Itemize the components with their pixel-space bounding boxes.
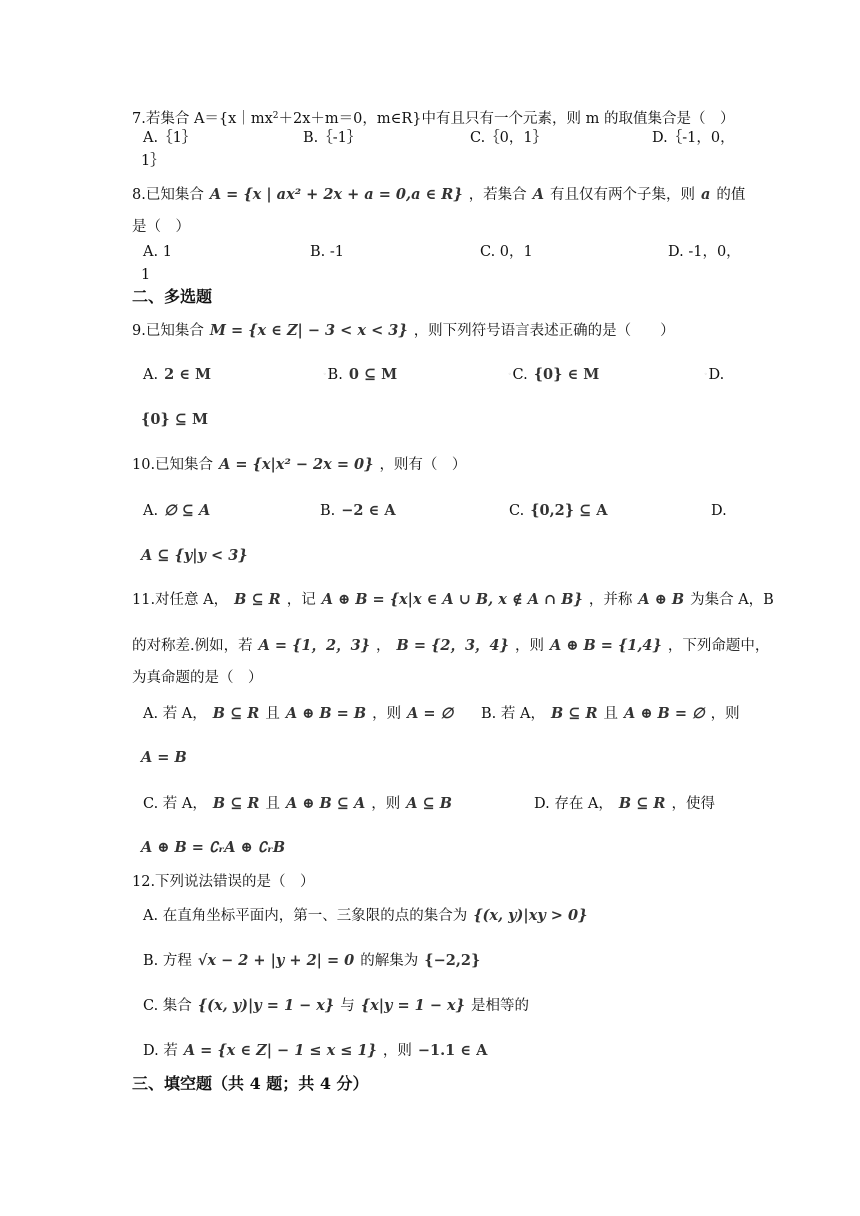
q7-option-d: D.｛-1，0，	[652, 130, 735, 146]
q10-option-b	[320, 501, 402, 521]
q11-option-a-math3: A = ∅	[407, 705, 454, 722]
q9-stem-math: M = {x ∈ Z| − 3 < x < 3}	[209, 322, 408, 339]
q11-l1-pre: 11.对任意 A，	[132, 592, 229, 608]
q8-option-d: D. -1，0，	[668, 244, 741, 260]
q11-option-b	[481, 704, 740, 724]
q7-option-a: A.｛1｝	[143, 130, 197, 146]
q11-option-a-math2: A ⊕ B = B	[285, 705, 367, 722]
q11-option-c-math2: A ⊕ B ⊆ A	[285, 795, 366, 812]
q12-option-d-pre: D. 若	[143, 1043, 178, 1059]
q11-option-d-cont	[135, 838, 291, 858]
q10-stem-math: A = {x|x² − 2x = 0}	[219, 456, 374, 473]
q12-option-b-pre: B. 方程	[143, 953, 192, 969]
q12-stem: 12.下列说法错误的是（ ）	[132, 874, 315, 890]
q11-option-a-pre: A. 若 A，	[143, 706, 207, 722]
q11-l1-t3: 为集合 A，B	[690, 592, 774, 608]
q9-option-a-math: 2 ∈ M	[164, 366, 212, 383]
q12-option-b-math: √x − 2 + |y + 2| = 0	[197, 952, 355, 969]
q12-option-c	[143, 996, 529, 1016]
bullet-dot-icon: ◦	[508, 371, 512, 378]
q11-l1-math3: A ⊕ B	[638, 591, 685, 608]
q12-option-c-t2: 是相等的	[470, 998, 529, 1014]
q10-option-b-math: −2 ∈ A	[341, 502, 396, 519]
q11-option-d-t1: ，使得	[671, 796, 715, 812]
q11-option-b-math3: A = B	[141, 749, 187, 766]
q11-l2-math2: B = {2，3，4}	[396, 637, 509, 654]
q9-option-b-label: B.	[327, 367, 343, 383]
q9-option-d-math-value: {0} ⊆ M	[141, 411, 209, 428]
q10-option-a	[143, 501, 216, 521]
q7-stem-pre: 7.若集合 A＝{x｜mx	[132, 111, 273, 127]
q11-option-c-pre: C. 若 A，	[143, 796, 207, 812]
q11-option-c-t2: ，则	[371, 796, 401, 812]
section-heading-fill-blank: 三、填空题（共 4 题；共 4 分）	[132, 1074, 369, 1093]
q11-option-b-pre: B. 若 A，	[481, 706, 545, 722]
q11-option-b-cont	[135, 748, 193, 768]
q12-option-c-pre: C. 集合	[143, 998, 192, 1014]
q8-option-b: B. -1	[310, 244, 344, 260]
q10-option-c-math: {0,2} ⊆ A	[530, 502, 608, 519]
q10-stem-pre: 10.已知集合	[132, 457, 214, 473]
q10-option-b-label: B.	[320, 503, 336, 519]
q11-option-d	[534, 794, 715, 814]
q11-option-c	[143, 794, 458, 814]
section-heading-multi-choice: 二、多选题	[132, 287, 213, 306]
q12-option-a-pre: A. 在直角坐标平面内，第一、三象限的点的集合为	[143, 908, 468, 924]
q8-stem-pre: 8.已知集合	[132, 187, 204, 203]
q9-option-d	[704, 365, 724, 385]
q11-l2-t3: ，下列命题中，	[667, 638, 770, 654]
q9-stem-pre: 9.已知集合	[132, 323, 204, 339]
q7-stem-post: ＋2x＋m＝0，m∈R}中有且只有一个元素，则 m 的取值集合是（ ）	[278, 111, 735, 127]
q9-stem-post: ，则下列符号语言表述正确的是（ ）	[413, 323, 675, 339]
q11-option-a	[143, 704, 459, 724]
q11-line1	[132, 590, 774, 610]
q11-option-b-math2: A ⊕ B = ∅	[624, 705, 705, 722]
q11-option-a-math1: B ⊆ R	[212, 705, 260, 722]
q11-l2-t2: ，则	[514, 638, 544, 654]
q8-option-d-cont: 1	[141, 267, 151, 283]
q11-option-c-math1: B ⊆ R	[212, 795, 260, 812]
bullet-dot-icon: ◦	[704, 371, 708, 378]
q7-option-c: C.｛0，1｝	[470, 130, 548, 146]
q9-option-c-math: {0} ∈ M	[533, 366, 600, 383]
q10-option-c-label: C.	[509, 503, 525, 519]
q12-option-b-t1: 的解集为	[360, 953, 419, 969]
q11-l2-pre: 的对称差.例如，若	[132, 638, 253, 654]
q9-option-d-label: D.	[708, 367, 725, 383]
q8-option-c: C. 0，1	[480, 244, 533, 260]
q11-l1-t1: ，记	[286, 592, 316, 608]
q11-option-d-math2: A ⊕ B = ∁ᵣA ⊕ ∁ᵣB	[141, 839, 286, 856]
q11-l2-t1: ，	[376, 638, 391, 654]
q9-option-b-math: 0 ⊆ M	[348, 366, 398, 383]
q10-option-d-math-value: A ⊆ {y|y < 3}	[141, 547, 248, 564]
q8-stem-math2: A	[532, 186, 544, 203]
q8-stem-post: 的值	[716, 187, 746, 203]
q11-option-b-t1: 且	[603, 706, 619, 722]
q10-option-a-math: ∅ ⊆ A	[164, 502, 211, 519]
q7-stem-sup: 2	[272, 111, 279, 121]
q8-stem-line2: 是（ ）	[132, 219, 190, 235]
q8-stem-mid2: 有且仅有两个子集，则	[549, 187, 695, 203]
q11-l1-math1: B ⊆ R	[234, 591, 281, 608]
q11-line2	[132, 636, 769, 656]
q9-option-d-math	[135, 410, 214, 430]
q10-option-d-math	[135, 546, 254, 566]
q11-option-c-math3: A ⊆ B	[406, 795, 452, 812]
q11-option-c-t1: 且	[265, 796, 280, 812]
bullet-dot-icon: ◦	[323, 371, 327, 378]
q12-option-c-math: {(x, y)|y = 1 − x}	[197, 997, 335, 1014]
q12-option-d-t1: ，则	[382, 1043, 412, 1059]
q10-option-d: D.	[711, 503, 727, 519]
q11-l2-math3: A ⊕ B = {1,4}	[549, 637, 662, 654]
q12-option-a	[143, 906, 593, 926]
q9-stem	[132, 321, 675, 341]
q8-stem-math3: a	[700, 186, 711, 203]
q10-option-c	[509, 501, 614, 521]
q9-option-a-label: A.	[143, 367, 159, 383]
q12-option-d	[143, 1041, 493, 1061]
q11-line3: 为真命题的是（ ）	[132, 670, 263, 686]
q8-stem-math: A = {x | ax² + 2x + a = 0,a ∈ R}	[209, 186, 463, 203]
q11-option-a-t2: ，则	[372, 706, 402, 722]
q11-l1-t2: ，并称	[588, 592, 633, 608]
q10-option-a-label: A.	[143, 503, 159, 519]
q12-option-b-math2: {−2,2}	[424, 952, 481, 969]
q11-option-a-t1: 且	[265, 706, 280, 722]
q7-option-d-cont: 1｝	[141, 153, 165, 169]
q7-option-b: B.｛-1｝	[303, 130, 362, 146]
q12-option-c-math2: {x|y = 1 − x}	[360, 997, 465, 1014]
q11-option-d-pre: D. 存在 A，	[534, 796, 613, 812]
q12-option-a-math: {(x, y)|xy > 0}	[473, 907, 588, 924]
q12-option-c-t1: 与	[340, 998, 355, 1014]
q7-stem	[132, 106, 734, 129]
q11-l2-math1: A = {1，2，3}	[258, 637, 371, 654]
q8-option-a: A. 1	[143, 244, 172, 260]
q12-option-d-math2: −1.1 ∈ A	[417, 1042, 488, 1059]
q11-l1-math2: A ⊕ B = {x|x ∈ A ∪ B, x ∉ A ∩ B}	[321, 591, 583, 608]
q11-option-b-t2: ，则	[710, 706, 740, 722]
q11-option-b-math1: B ⊆ R	[550, 705, 598, 722]
q9-option-c	[508, 365, 605, 385]
q8-stem	[132, 185, 745, 205]
q11-option-d-math1: B ⊆ R	[618, 795, 666, 812]
q8-stem-mid: ，若集合	[468, 187, 527, 203]
q9-option-a	[143, 365, 217, 385]
q10-stem-post: ，则有（ ）	[379, 457, 467, 473]
q9-option-c-label: C.	[512, 367, 528, 383]
q9-option-b	[323, 365, 403, 385]
q12-option-d-math: A = {x ∈ Z| − 1 ≤ x ≤ 1}	[183, 1042, 377, 1059]
q12-option-b	[143, 951, 486, 971]
q10-stem	[132, 455, 466, 475]
